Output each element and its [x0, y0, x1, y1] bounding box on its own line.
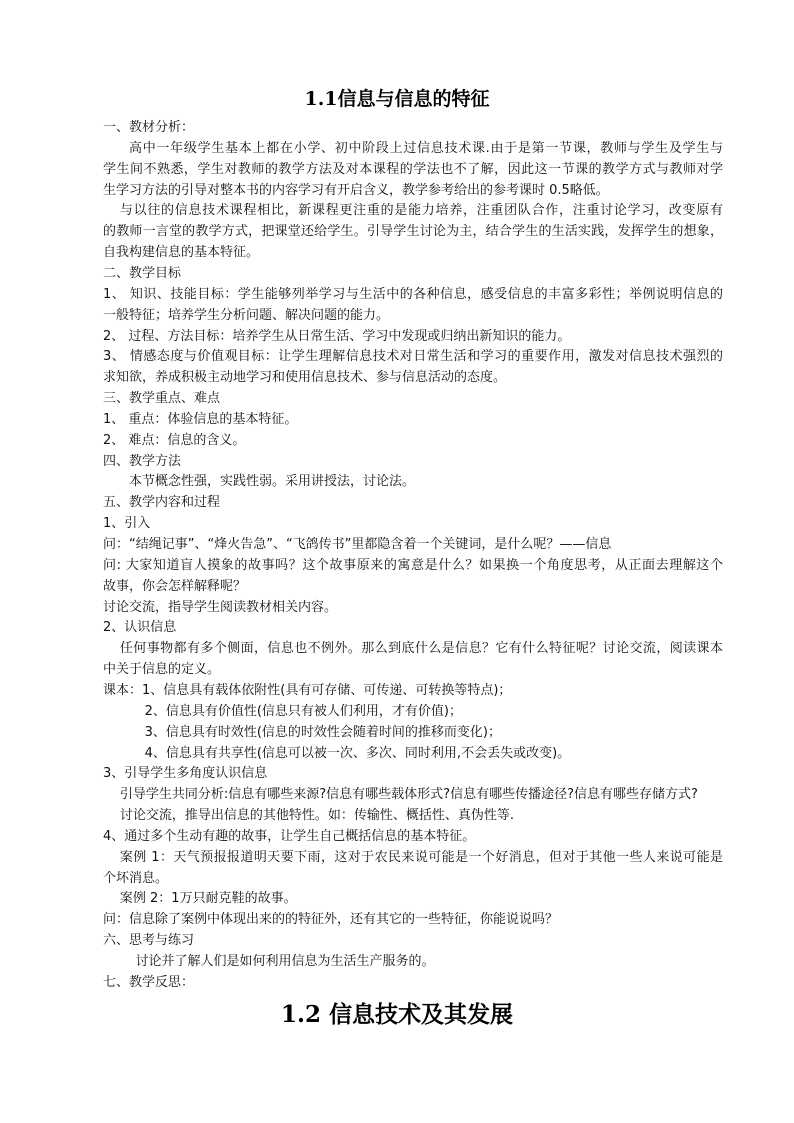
text-line: 1、 重点：体验信息的基本特征。 [103, 411, 298, 427]
text-line: 一般特征；培养学生分析问题、解决问题的能力。 [103, 307, 390, 323]
text-line: 3、引导学生多角度认识信息 [103, 766, 268, 782]
text-line: 1、引入 [103, 516, 151, 532]
text-line: 2、信息具有价值性(信息只有被人们利用，才有价值)； [144, 703, 463, 719]
text-line: 七、教学反思： [103, 974, 195, 990]
text-line: 课本：1、信息具有载体依附性(具有可存储、可传递、可转换等特点)； [103, 682, 512, 698]
text-line: 2、 过程、方法目标：培养学生从日常生活、学习中发现或归纳出新知识的能力。 [103, 328, 571, 344]
text-line: 自我构建信息的基本特征。 [103, 245, 260, 261]
text-line: 与以往的信息技术课程相比，新课程更注重的是能力培养，注重团队合作，注重讨论学习，改变原有 [119, 203, 723, 219]
text-line: 引导学生共同分析:信息有哪些来源?信息有哪些载体形式?信息有哪些传播途径?信息有哪些存储方式? [119, 787, 698, 803]
text-line: 二、教学目标 [103, 265, 182, 281]
text-line: 任何事物都有多个侧面，信息也不例外。那么到底什么是信息？它有什么特征呢？讨论交流，阅读课本 [119, 641, 723, 657]
text-line: 问：“结绳记事”、“烽火告急”、“飞鸽传书”里都隐含着一个关键词，是什么呢？——信息 [103, 537, 612, 552]
text-line: 三、教学重点、难点 [103, 391, 221, 407]
text-line: 中关于信息的定义。 [103, 662, 221, 678]
text-line: 讨论交流，推导出信息的其他特性。如：传输性、概括性、真伪性等. [119, 808, 515, 824]
text-line: 3、 情感态度与价值观目标：让学生理解信息技术对日常生活和学习的重要作用，激发对信息技术强烈的 [103, 349, 723, 365]
text-line: 3、信息具有时效性(信息的时效性会随着时间的推移而变化)； [144, 724, 502, 740]
text-line: 4、信息具有共享性(信息可以被一次、多次、同时利用,不会丢失或改变)。 [144, 745, 571, 761]
text-line: 问: 大家知道盲人摸象的故事吗？这个故事原来的寓意是什么？如果换一个角度思考，从正面去理解这个 [103, 557, 723, 573]
text-line: 五、教学内容和过程 [103, 495, 221, 511]
text-line: 一、教材分析： [103, 120, 195, 135]
text-line: 生学习方法的引导对整本书的内容学习有开启含义，教学参考给出的参考课时 0.5略低。 [103, 182, 609, 198]
text-line: 2、 难点：信息的含义。 [103, 432, 246, 448]
text-line: 1、 知识、技能目标：学生能够列举学习与生活中的各种信息，感受信息的丰富多彩性；举例说明信息的 [103, 286, 723, 302]
text-line: 求知欲，养成积极主动地学习和使用信息技术、参与信息活动的态度。 [103, 370, 507, 386]
text-line: 的教师一言堂的教学方式，把课堂还给学生。引导学生讨论为主，结合学生的生活实践，发挥学生的想象， [103, 224, 723, 240]
text-line: 4、通过多个生动有趣的故事，让学生自己概括信息的基本特征。 [103, 828, 476, 844]
text-line: 高中一年级学生基本上都在小学、初中阶段上过信息技术课.由于是第一节课，教师与学生及学生与 [129, 140, 723, 156]
text-line: 案例 1：天气预报报道明天要下雨，这对于农民来说可能是一个好消息，但对于其他一些人来说可能是 [119, 849, 723, 865]
section-title-1-1: 1.1信息与信息的特征 [304, 88, 490, 110]
text-line: 个坏消息。 [103, 870, 169, 886]
text-line: 学生间不熟悉，学生对教师的教学方法及对本课程的学法也不了解，因此这一节课的教学方式与教师对学 [103, 161, 723, 177]
text-line: 讨论并了解人们是如何利用信息为生活生产服务的。 [135, 954, 435, 969]
text-line: 六、思考与练习 [103, 933, 195, 949]
text-line: 问：信息除了案例中体现出来的的特征外，还有其它的一些特征，你能说说吗？ [103, 912, 559, 928]
text-line: 四、教学方法 [103, 453, 182, 469]
text-line: 讨论交流，指导学生阅读教材相关内容。 [103, 599, 338, 615]
section-title-1-2: 1.2 信息技术及其发展 [280, 1001, 514, 1028]
text-line: 2、认识信息 [103, 620, 177, 636]
text-line: 案例 2：1万只耐克鞋的故事。 [119, 891, 297, 907]
text-line: 故事，你会怎样解释呢？ [103, 578, 247, 594]
text-line: 本节概念性强，实践性弱。采用讲授法，讨论法。 [129, 474, 416, 490]
